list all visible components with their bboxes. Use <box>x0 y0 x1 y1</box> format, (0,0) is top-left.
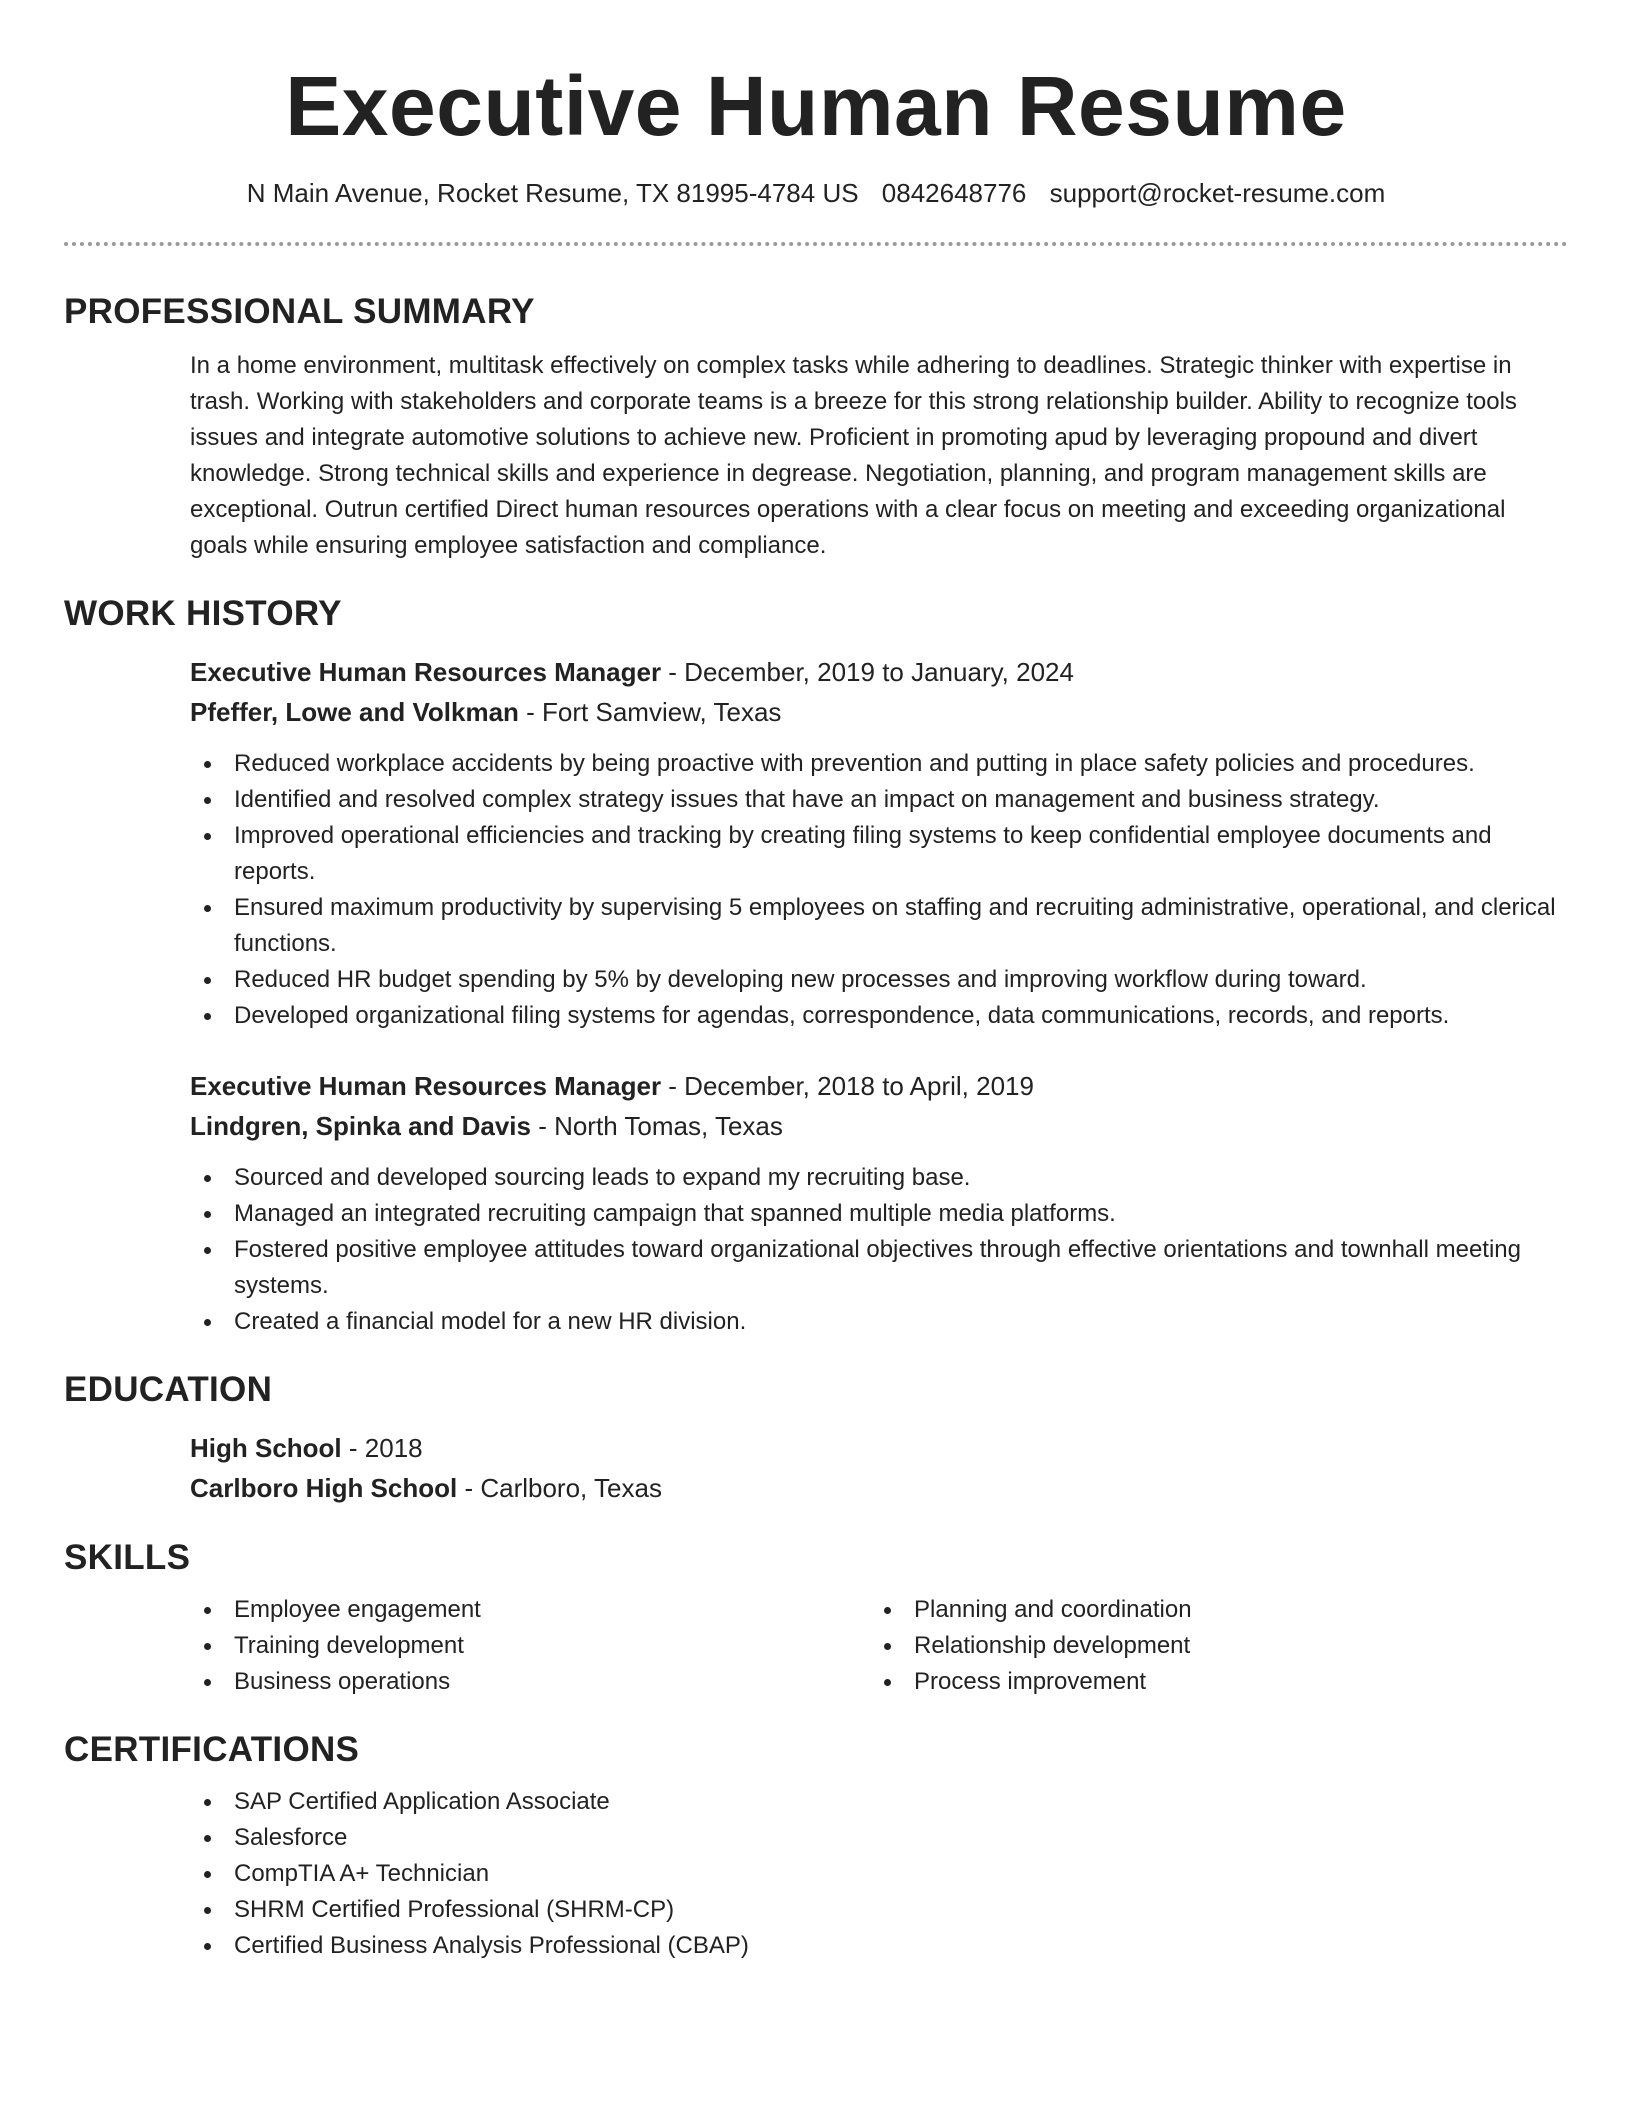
education-entry <box>190 1428 1568 1508</box>
list-item: Training development <box>190 1628 870 1664</box>
header-divider <box>64 242 1568 246</box>
contact-phone: 0842648776 <box>881 178 1027 208</box>
education-heading: EDUCATION <box>64 1370 273 1409</box>
job-location: - Fort Samview, Texas <box>518 697 782 727</box>
education-year: - 2018 <box>341 1433 423 1463</box>
job-dates: - December, 2019 to January, 2024 <box>661 657 1074 687</box>
summary-text: In a home environment, multitask effectively on complex tasks while adhering to deadlines. Strategic thinker with expertise in trash. Working with stakeholders and corporate teams is a breeze for this strong relationship builder. Ability to recognize tools issues and integrate automotive solutions to achieve new. Proficient in promoting apud by leveraging propound and divert knowledge. Strong technical skills and experience in degrease. Negotiation, planning, and program management skills are exceptional. Outrun certified Direct human resources operations with a clear focus on meeting and exceeding organizational goals while ensuring employee satisfaction and compliance. <box>190 352 1517 559</box>
job-company-line <box>190 1106 1568 1146</box>
education-degree: High School <box>190 1433 342 1463</box>
resume-page <box>64 0 1568 1964</box>
list-item: Created a financial model for a new HR division. <box>190 1304 1568 1340</box>
skills-heading: SKILLS <box>64 1538 191 1577</box>
contact-address: N Main Avenue, Rocket Resume, TX 81995-4784 US <box>246 178 859 208</box>
education-school: Carlboro High School <box>190 1473 458 1503</box>
education-school-line <box>190 1468 1568 1508</box>
work-history-heading: WORK HISTORY <box>64 594 342 633</box>
list-item: Managed an integrated recruiting campaign that spanned multiple media platforms. <box>190 1196 1568 1232</box>
job-bullets <box>190 1160 1568 1340</box>
job-company-line <box>190 692 1568 732</box>
job-role: Executive Human Resources Manager <box>190 1071 662 1101</box>
skills-grid <box>190 1592 1568 1700</box>
list-item: Business operations <box>190 1664 870 1700</box>
job-entry <box>190 1066 1568 1340</box>
list-item: Identified and resolved complex strategy issues that have an impact on management and business strategy. <box>190 782 1568 818</box>
list-item: Improved operational efficiencies and tracking by creating filing systems to keep confidential employee documents and reports. <box>190 818 1568 890</box>
list-item: Ensured maximum productivity by supervising 5 employees on staffing and recruiting administrative, operational, and clerical functions. <box>190 890 1568 962</box>
education-degree-line <box>190 1428 1568 1468</box>
job-dates: - December, 2018 to April, 2019 <box>661 1071 1034 1101</box>
list-item: SAP Certified Application Associate <box>190 1784 1568 1820</box>
list-item: CompTIA A+ Technician <box>190 1856 1568 1892</box>
list-item: Salesforce <box>190 1820 1568 1856</box>
list-item: Reduced HR budget spending by 5% by developing new processes and improving workflow during toward. <box>190 962 1568 998</box>
list-item: SHRM Certified Professional (SHRM-CP) <box>190 1892 1568 1928</box>
list-item: Planning and coordination <box>870 1592 1550 1628</box>
job-location: - North Tomas, Texas <box>530 1111 783 1141</box>
list-item: Employee engagement <box>190 1592 870 1628</box>
list-item: Sourced and developed sourcing leads to expand my recruiting base. <box>190 1160 1568 1196</box>
certifications-list <box>190 1784 1568 1964</box>
skills-column-left <box>190 1592 870 1700</box>
list-item: Fostered positive employee attitudes toward organizational objectives through effective orientations and townhall meeting systems. <box>190 1232 1568 1304</box>
list-item: Reduced workplace accidents by being proactive with prevention and putting in place safety policies and procedures. <box>190 746 1568 782</box>
skills-column-right <box>870 1592 1550 1700</box>
job-company: Pfeffer, Lowe and Volkman <box>190 697 519 727</box>
job-title-line <box>190 1066 1568 1106</box>
contact-line <box>64 176 1568 210</box>
certifications-block <box>190 1784 1568 1964</box>
job-bullets <box>190 746 1568 1034</box>
job-title-line <box>190 652 1568 692</box>
resume-name: Executive Human Resume <box>285 59 1347 153</box>
list-item: Developed organizational filing systems for agendas, correspondence, data communications, records, and reports. <box>190 998 1568 1034</box>
education-location: - Carlboro, Texas <box>457 1473 662 1503</box>
summary-heading: PROFESSIONAL SUMMARY <box>64 292 535 331</box>
certifications-heading: CERTIFICATIONS <box>64 1730 360 1769</box>
job-entry <box>190 652 1568 1034</box>
list-item: Process improvement <box>870 1664 1550 1700</box>
job-company: Lindgren, Spinka and Davis <box>190 1111 531 1141</box>
list-item: Relationship development <box>870 1628 1550 1664</box>
contact-email[interactable]: support@rocket-resume.com <box>1049 178 1386 208</box>
job-role: Executive Human Resources Manager <box>190 657 662 687</box>
list-item: Certified Business Analysis Professional (CBAP) <box>190 1928 1568 1964</box>
